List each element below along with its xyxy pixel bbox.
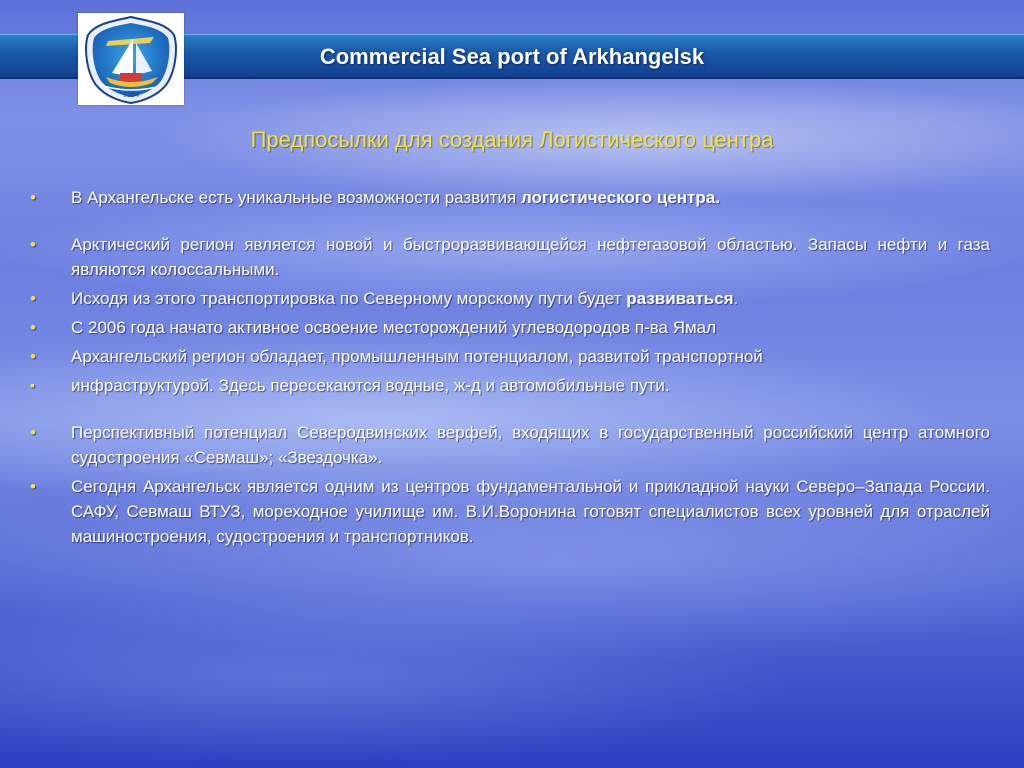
bullet-item-4 [30,315,990,340]
bullet-item-3 [30,286,990,311]
bullet-text: инфраструктурой. Здесь пересекаются водные, ж-д и автомобильные пути. [71,376,670,395]
logo-year: 1584 [123,90,139,99]
bullet-tail: . [733,289,739,308]
bullet-mark: • [30,289,36,308]
port-emblem-icon [78,13,184,105]
bullet-bold: развиваться [626,289,734,308]
bullet-text: Архангельский регион обладает, промышленным потенциалом, развитой транспортной [71,347,763,366]
slide-subtitle: Предпосылки для создания Логистического центра [250,127,774,152]
bullet-text: Сегодня Архангельск является одним из центров фундаментальной и прикладной науки Северо–Запада России. САФУ, Севмаш ВТУЗ, мореходное училище им. В.И.Воронина готовят специалистов всех уровней для отраслей машиностроения, судостроения и транспортников. [71,477,990,546]
bullet-item-6 [30,373,990,398]
bullet-mark: • [30,235,36,254]
bullet-mark: • [30,423,36,442]
port-logo [78,13,184,105]
bullet-text: Исходя из этого транспортировка по Северному морскому пути будет [71,289,627,308]
bullet-item-5 [30,344,990,369]
bullet-text: В Архангельске есть уникальные возможности развития [71,188,521,207]
square-bullet-mark: ▪ [30,377,35,393]
bullet-mark: • [30,477,36,496]
bullet-mark: • [30,347,36,366]
bullet-item-7 [30,420,990,470]
bullet-text: Перспективный потенциал Северодвинских верфей, входящих в государственный российский центр атомного судостроения «Севмаш»; «Звездочка». [71,423,990,467]
bullet-item-2 [30,232,990,282]
slide-title: Commercial Sea port of Arkhangelsk [319,44,705,69]
bullet-mark: • [30,188,36,207]
bullet-list [30,185,990,549]
bullet-item-8 [30,474,990,549]
bullet-bold: логистического центра. [520,188,720,207]
bullet-text: С 2006 года начато активное освоение месторождений углеводородов п-ва Ямал [71,318,717,337]
bullet-text: Арктический регион является новой и быстроразвивающейся нефтегазовой областью. Запасы нефти и газа являются колоссальными. [71,235,990,279]
bullet-mark: • [30,318,36,337]
bullet-item-1 [30,185,990,210]
